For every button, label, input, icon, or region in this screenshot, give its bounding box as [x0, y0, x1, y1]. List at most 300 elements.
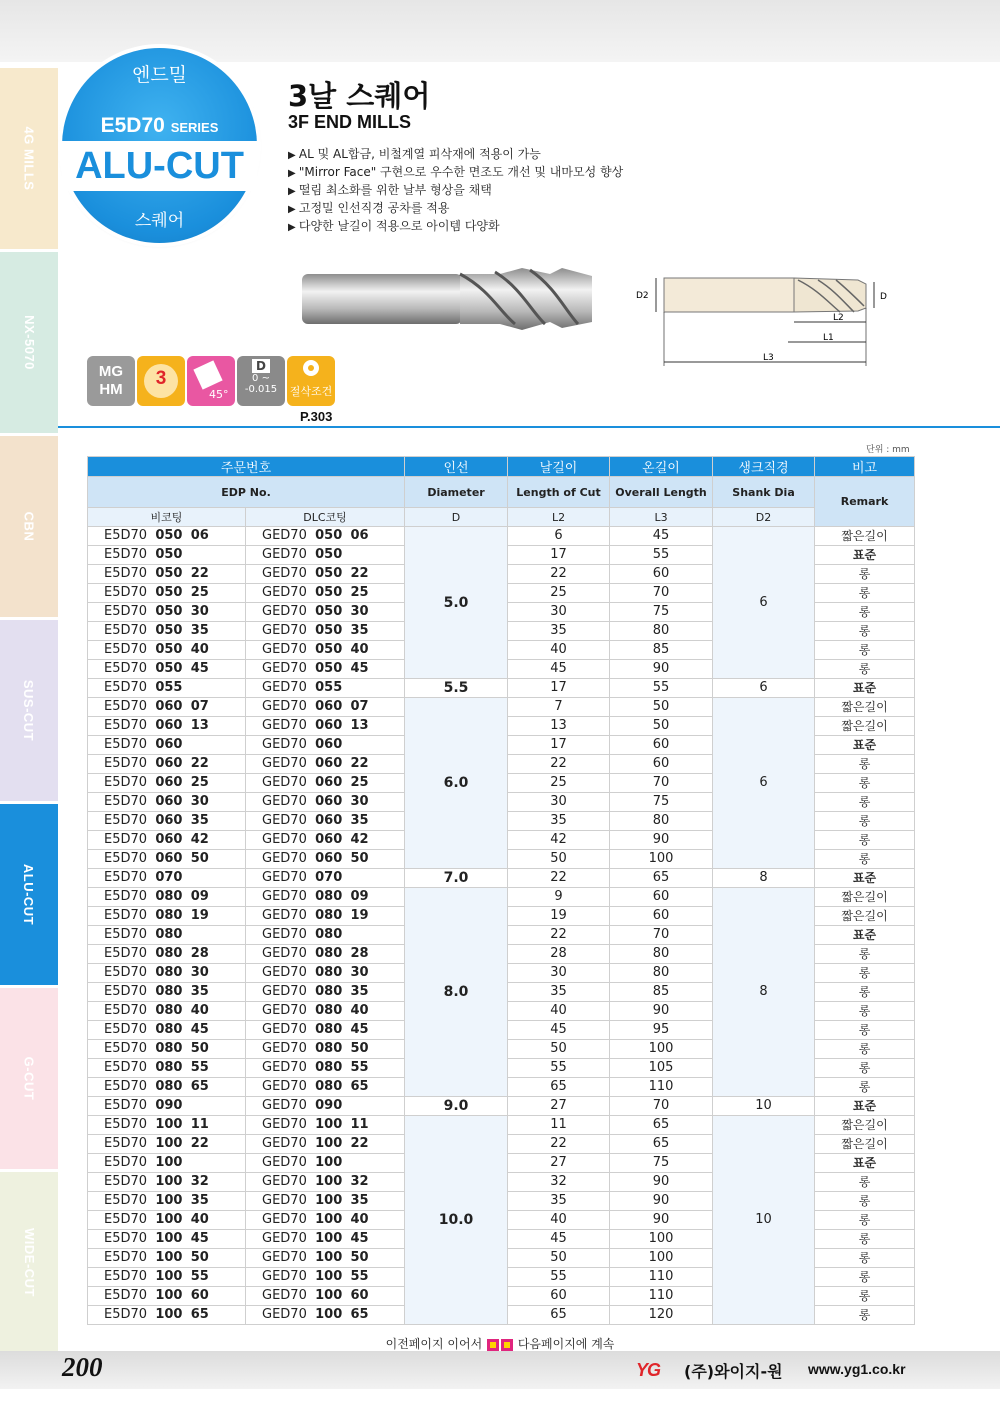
edp-prefix: E5D70	[104, 756, 148, 771]
edp-dia-code: 060	[155, 813, 183, 828]
edp-dia-code: 100	[315, 1269, 343, 1284]
edp-uncoated	[88, 1021, 246, 1040]
overall-length-cell: 90	[610, 1211, 713, 1230]
overall-length-cell: 75	[610, 1154, 713, 1173]
diameter-cell: 6.0	[405, 698, 508, 869]
edp-prefix: GED70	[262, 1136, 307, 1151]
edp-length-code: 22	[190, 1136, 209, 1151]
edp-uncoated	[88, 660, 246, 679]
label-d: D	[880, 292, 887, 302]
length-of-cut-cell: 30	[508, 793, 610, 812]
edp-dia-code: 100	[315, 1288, 343, 1303]
edp-length-code: 11	[350, 1117, 369, 1132]
helix-angle: 45°	[209, 388, 229, 401]
edp-length-code: 30	[190, 794, 209, 809]
edp-length-code: 55	[350, 1060, 369, 1075]
edp-length-code: 06	[350, 528, 369, 543]
feature-item: ▶ 떨림 최소화를 위한 날부 형상을 채택	[288, 181, 623, 199]
length-of-cut-cell: 22	[508, 565, 610, 584]
remark-cell: 롱	[815, 1230, 915, 1249]
edp-prefix: E5D70	[104, 1250, 148, 1265]
edp-dia-code: 050	[155, 547, 183, 562]
badge-series-suffix: SERIES	[170, 120, 219, 135]
edp-dia-code: 080	[315, 1060, 343, 1075]
remark-cell: 표준	[815, 1154, 915, 1173]
length-of-cut-cell: 7	[508, 698, 610, 717]
edp-length-code: 65	[190, 1079, 209, 1094]
edp-prefix: GED70	[262, 756, 307, 771]
header-diameter: 인선	[405, 457, 508, 477]
edp-prefix: E5D70	[104, 908, 148, 923]
edp-dia-code: 060	[315, 699, 343, 714]
remark-cell: 롱	[815, 945, 915, 964]
edp-length-code: 40	[190, 1003, 209, 1018]
length-of-cut-cell: 30	[508, 603, 610, 622]
edp-dlc	[246, 1192, 405, 1211]
edp-prefix: GED70	[262, 946, 307, 961]
overall-length-cell: 95	[610, 1021, 713, 1040]
feature-item: ▶ 다양한 날길이 적용으로 아이템 다양화	[288, 217, 623, 235]
length-of-cut-cell: 50	[508, 1040, 610, 1059]
length-of-cut-cell: 25	[508, 584, 610, 603]
edp-uncoated	[88, 1192, 246, 1211]
remark-cell: 롱	[815, 1306, 915, 1325]
tolerance-icon	[237, 356, 285, 406]
overall-length-cell: 90	[610, 660, 713, 679]
edp-dia-code: 060	[315, 718, 343, 733]
edp-uncoated	[88, 1173, 246, 1192]
length-of-cut-cell: 28	[508, 945, 610, 964]
overall-length-cell: 45	[610, 527, 713, 546]
edp-prefix: GED70	[262, 870, 307, 885]
edp-uncoated	[88, 565, 246, 584]
length-of-cut-cell: 45	[508, 1021, 610, 1040]
edp-prefix: GED70	[262, 718, 307, 733]
edp-uncoated	[88, 850, 246, 869]
overall-length-cell: 110	[610, 1268, 713, 1287]
edp-length-code: 42	[190, 832, 209, 847]
edp-length-code: 55	[350, 1269, 369, 1284]
remark-cell: 롱	[815, 812, 915, 831]
edp-prefix: GED70	[262, 680, 307, 695]
edp-uncoated	[88, 641, 246, 660]
edp-prefix: E5D70	[104, 661, 148, 676]
shank-dia-cell: 6	[713, 698, 815, 869]
table-row	[88, 679, 915, 698]
edp-uncoated	[88, 527, 246, 546]
edp-dia-code: 100	[155, 1212, 183, 1227]
edp-uncoated	[88, 1040, 246, 1059]
side-tab-g-cut[interactable]	[0, 988, 58, 1169]
edp-prefix: GED70	[262, 1022, 307, 1037]
edp-dlc	[246, 926, 405, 945]
edp-uncoated	[88, 907, 246, 926]
shank-dia-cell: 10	[713, 1097, 815, 1116]
edp-uncoated	[88, 1135, 246, 1154]
edp-dia-code: 080	[315, 946, 343, 961]
edp-dia-code: 080	[315, 908, 343, 923]
edp-prefix: GED70	[262, 642, 307, 657]
product-spec-table	[87, 456, 915, 1325]
edp-length-code: 22	[350, 1136, 369, 1151]
edp-uncoated	[88, 1078, 246, 1097]
edp-dlc	[246, 1173, 405, 1192]
edp-dia-code: 050	[315, 566, 343, 581]
next-page-icon[interactable]	[501, 1339, 513, 1351]
length-of-cut-cell: 40	[508, 1211, 610, 1230]
edp-dlc	[246, 983, 405, 1002]
edp-dia-code: 080	[155, 984, 183, 999]
edp-dia-code: 080	[315, 965, 343, 980]
edp-dia-code: 100	[155, 1174, 183, 1189]
feature-item: ▶ 고정밀 인선직경 공차를 적용	[288, 199, 623, 217]
edp-length-code: 35	[190, 623, 209, 638]
diameter-cell: 7.0	[405, 869, 508, 888]
edp-dlc	[246, 736, 405, 755]
section-divider	[58, 426, 1000, 428]
header-symbol-l3: L3	[610, 508, 713, 527]
edp-uncoated	[88, 1059, 246, 1078]
edp-length-code: 22	[190, 566, 209, 581]
edp-dia-code: 100	[155, 1231, 183, 1246]
edp-length-code: 45	[350, 1022, 369, 1037]
flute-count: 3	[155, 368, 167, 389]
remark-cell: 롱	[815, 603, 915, 622]
company-url[interactable]: www.yg1.co.kr	[808, 1361, 906, 1377]
overall-length-cell: 80	[610, 812, 713, 831]
continued-from-prev: 이전페이지 이어서	[385, 1337, 483, 1351]
edp-dia-code: 050	[315, 547, 343, 562]
overall-length-cell: 110	[610, 1078, 713, 1097]
length-of-cut-cell: 30	[508, 964, 610, 983]
edp-uncoated	[88, 926, 246, 945]
label-d2: D2	[636, 291, 649, 301]
edp-prefix: E5D70	[104, 585, 148, 600]
edp-dlc	[246, 1021, 405, 1040]
edp-length-code: 45	[190, 1022, 209, 1037]
remark-cell: 짧은길이	[815, 1135, 915, 1154]
edp-dia-code: 100	[315, 1231, 343, 1246]
edp-dlc	[246, 888, 405, 907]
overall-length-cell: 55	[610, 679, 713, 698]
edp-dia-code: 080	[155, 1041, 183, 1056]
edp-uncoated	[88, 793, 246, 812]
edp-length-code: 35	[190, 984, 209, 999]
edp-length-code: 07	[190, 699, 209, 714]
remark-cell: 롱	[815, 983, 915, 1002]
edp-prefix: GED70	[262, 1231, 307, 1246]
edp-length-code: 65	[350, 1079, 369, 1094]
edp-length-code: 55	[190, 1269, 209, 1284]
edp-prefix: GED70	[262, 623, 307, 638]
edp-dia-code: 050	[315, 528, 343, 543]
length-of-cut-cell: 35	[508, 1192, 610, 1211]
edp-uncoated	[88, 831, 246, 850]
remark-cell: 롱	[815, 1059, 915, 1078]
header-remark: 비고	[815, 457, 915, 477]
edp-dlc	[246, 527, 405, 546]
edp-uncoated	[88, 755, 246, 774]
header-dlc-coated: DLC코팅	[246, 508, 405, 527]
edp-prefix: E5D70	[104, 870, 148, 885]
overall-length-cell: 90	[610, 1002, 713, 1021]
prev-page-icon[interactable]	[487, 1339, 499, 1351]
edp-prefix: GED70	[262, 1041, 307, 1056]
side-tab-cbn[interactable]	[0, 436, 58, 617]
overall-length-cell: 60	[610, 907, 713, 926]
edp-length-code: 45	[350, 1231, 369, 1246]
side-tab-label: SUS-CUT	[21, 679, 37, 742]
badge-series	[62, 114, 257, 138]
header-remark-en: Remark	[815, 477, 915, 527]
remark-cell: 표준	[815, 736, 915, 755]
edp-uncoated	[88, 1287, 246, 1306]
remark-cell: 롱	[815, 1287, 915, 1306]
edp-dlc	[246, 945, 405, 964]
edp-dlc	[246, 565, 405, 584]
edp-dia-code: 100	[315, 1155, 343, 1170]
remark-cell: 롱	[815, 1078, 915, 1097]
length-of-cut-cell: 40	[508, 641, 610, 660]
overall-length-cell: 85	[610, 641, 713, 660]
edp-length-code: 07	[350, 699, 369, 714]
edp-dia-code: 070	[315, 870, 343, 885]
header-order-no: 주문번호	[88, 457, 405, 477]
table-row	[88, 1116, 915, 1135]
edp-dlc	[246, 1268, 405, 1287]
edp-dia-code: 060	[155, 756, 183, 771]
edp-dlc	[246, 1211, 405, 1230]
remark-cell: 롱	[815, 793, 915, 812]
edp-dlc	[246, 793, 405, 812]
tolerance-lower: -0.015	[244, 384, 278, 395]
brand-logo: YG	[636, 1360, 661, 1380]
edp-length-code: 45	[190, 661, 209, 676]
edp-length-code: 35	[350, 984, 369, 999]
diameter-cell: 5.5	[405, 679, 508, 698]
edp-length-code: 55	[190, 1060, 209, 1075]
edp-length-code: 50	[350, 851, 369, 866]
edp-uncoated	[88, 1116, 246, 1135]
edp-dlc	[246, 584, 405, 603]
overall-length-cell: 110	[610, 1287, 713, 1306]
side-tab-sus-cut[interactable]	[0, 620, 58, 801]
edp-prefix: GED70	[262, 699, 307, 714]
edp-dia-code: 060	[315, 813, 343, 828]
material-mg: MG	[98, 363, 124, 380]
edp-prefix: E5D70	[104, 623, 148, 638]
edp-uncoated	[88, 1002, 246, 1021]
label-l3: L3	[763, 353, 774, 363]
edp-uncoated	[88, 812, 246, 831]
edp-prefix: E5D70	[104, 1193, 148, 1208]
edp-dlc	[246, 1249, 405, 1268]
remark-cell: 표준	[815, 1097, 915, 1116]
edp-dia-code: 080	[315, 1041, 343, 1056]
edp-dia-code: 100	[155, 1136, 183, 1151]
page-title: 3날 스퀘어	[288, 79, 431, 113]
overall-length-cell: 120	[610, 1306, 713, 1325]
remark-cell: 롱	[815, 1249, 915, 1268]
edp-length-code: 50	[350, 1041, 369, 1056]
edp-dlc	[246, 1154, 405, 1173]
edp-dlc	[246, 1059, 405, 1078]
unit-label: 단위 : mm	[866, 445, 910, 455]
edp-uncoated	[88, 1230, 246, 1249]
length-of-cut-cell: 22	[508, 926, 610, 945]
side-tab-alu-cut[interactable]	[0, 804, 58, 985]
cutting-conditions-page-ref[interactable]: P.303	[300, 409, 333, 424]
edp-prefix: E5D70	[104, 1307, 148, 1322]
tolerance-label: D	[252, 359, 270, 373]
edp-prefix: E5D70	[104, 1174, 148, 1189]
side-tab-wide-cut[interactable]	[0, 1172, 58, 1353]
overall-length-cell: 55	[610, 546, 713, 565]
side-tab-nx-5070[interactable]	[0, 252, 58, 433]
overall-length-cell: 70	[610, 774, 713, 793]
feature-list	[288, 145, 623, 235]
edp-dlc	[246, 1287, 405, 1306]
edp-length-code: 13	[350, 718, 369, 733]
remark-cell: 짧은길이	[815, 907, 915, 926]
edp-dlc	[246, 622, 405, 641]
edp-prefix: E5D70	[104, 813, 148, 828]
edp-dia-code: 050	[155, 604, 183, 619]
badge-category: 엔드밀	[131, 64, 188, 86]
overall-length-cell: 100	[610, 1249, 713, 1268]
table-row	[88, 869, 915, 888]
side-tab-label: CBN	[21, 511, 37, 542]
edp-length-code: 28	[350, 946, 369, 961]
edp-prefix: GED70	[262, 604, 307, 619]
spec-table-body	[88, 527, 915, 1325]
edp-prefix: GED70	[262, 1250, 307, 1265]
edp-dia-code: 080	[155, 1060, 183, 1075]
header-symbol-d: D	[405, 508, 508, 527]
overall-length-cell: 60	[610, 565, 713, 584]
edp-prefix: GED70	[262, 661, 307, 676]
overall-length-cell: 105	[610, 1059, 713, 1078]
edp-prefix: E5D70	[104, 851, 148, 866]
edp-prefix: GED70	[262, 566, 307, 581]
edp-prefix: GED70	[262, 1155, 307, 1170]
remark-cell: 롱	[815, 1211, 915, 1230]
overall-length-cell: 70	[610, 1097, 713, 1116]
edp-dia-code: 060	[155, 794, 183, 809]
edp-dlc	[246, 812, 405, 831]
remark-cell: 롱	[815, 1192, 915, 1211]
overall-length-cell: 60	[610, 736, 713, 755]
remark-cell: 표준	[815, 546, 915, 565]
edp-dia-code: 060	[155, 737, 183, 752]
edp-dia-code: 060	[315, 775, 343, 790]
edp-prefix: E5D70	[104, 680, 148, 695]
edp-length-code: 32	[190, 1174, 209, 1189]
length-of-cut-cell: 35	[508, 983, 610, 1002]
edp-prefix: E5D70	[104, 1269, 148, 1284]
edp-prefix: GED70	[262, 1212, 307, 1227]
edp-dia-code: 080	[315, 984, 343, 999]
edp-uncoated	[88, 679, 246, 698]
edp-prefix: GED70	[262, 889, 307, 904]
table-row	[88, 698, 915, 717]
overall-length-cell: 70	[610, 584, 713, 603]
shank-dia-cell: 10	[713, 1116, 815, 1325]
edp-dia-code: 080	[315, 889, 343, 904]
flute-count-icon	[137, 356, 185, 406]
side-tab-label: NX-5070	[21, 315, 37, 370]
edp-dia-code: 080	[155, 927, 183, 942]
header-overall-length-en: Overall Length	[610, 477, 713, 508]
remark-cell: 롱	[815, 831, 915, 850]
edp-prefix: E5D70	[104, 1098, 148, 1113]
length-of-cut-cell: 22	[508, 869, 610, 888]
shank-dia-cell: 8	[713, 888, 815, 1097]
edp-dia-code: 100	[155, 1155, 183, 1170]
edp-length-code: 30	[190, 965, 209, 980]
edp-dia-code: 080	[155, 946, 183, 961]
edp-dlc	[246, 546, 405, 565]
length-of-cut-cell: 17	[508, 679, 610, 698]
badge-series-code: E5D70	[100, 114, 165, 137]
edp-length-code: 09	[190, 889, 209, 904]
overall-length-cell: 90	[610, 1173, 713, 1192]
edp-prefix: GED70	[262, 813, 307, 828]
edp-dia-code: 080	[155, 1003, 183, 1018]
length-of-cut-cell: 50	[508, 850, 610, 869]
edp-uncoated	[88, 1154, 246, 1173]
edp-dia-code: 080	[155, 889, 183, 904]
edp-dia-code: 080	[155, 965, 183, 980]
edp-prefix: GED70	[262, 1060, 307, 1075]
edp-dia-code: 060	[155, 775, 183, 790]
edp-prefix: E5D70	[104, 927, 148, 942]
edp-length-code: 25	[350, 585, 369, 600]
edp-uncoated	[88, 1097, 246, 1116]
header-diameter-en: Diameter	[405, 477, 508, 508]
overall-length-cell: 80	[610, 945, 713, 964]
remark-cell: 롱	[815, 755, 915, 774]
diameter-cell: 9.0	[405, 1097, 508, 1116]
edp-length-code: 30	[190, 604, 209, 619]
overall-length-cell: 50	[610, 717, 713, 736]
edp-length-code: 35	[190, 813, 209, 828]
remark-cell: 롱	[815, 584, 915, 603]
edp-dia-code: 100	[315, 1136, 343, 1151]
overall-length-cell: 65	[610, 1135, 713, 1154]
edp-prefix: GED70	[262, 794, 307, 809]
end-mill-dimension-drawing	[628, 268, 898, 373]
edp-prefix: GED70	[262, 1193, 307, 1208]
remark-cell: 짧은길이	[815, 527, 915, 546]
side-tab-4g-mills[interactable]	[0, 68, 58, 249]
overall-length-cell: 75	[610, 793, 713, 812]
edp-length-code: 50	[350, 1250, 369, 1265]
label-l2: L2	[833, 313, 844, 323]
edp-uncoated	[88, 1306, 246, 1325]
edp-length-code: 65	[190, 1307, 209, 1322]
edp-dia-code: 060	[155, 832, 183, 847]
length-of-cut-cell: 45	[508, 660, 610, 679]
edp-dlc	[246, 774, 405, 793]
edp-length-code: 50	[190, 851, 209, 866]
cutting-conditions-icon[interactable]	[287, 356, 335, 406]
overall-length-cell: 80	[610, 964, 713, 983]
edp-dia-code: 060	[315, 851, 343, 866]
edp-length-code: 25	[350, 775, 369, 790]
edp-prefix: E5D70	[104, 528, 148, 543]
remark-cell: 롱	[815, 1021, 915, 1040]
